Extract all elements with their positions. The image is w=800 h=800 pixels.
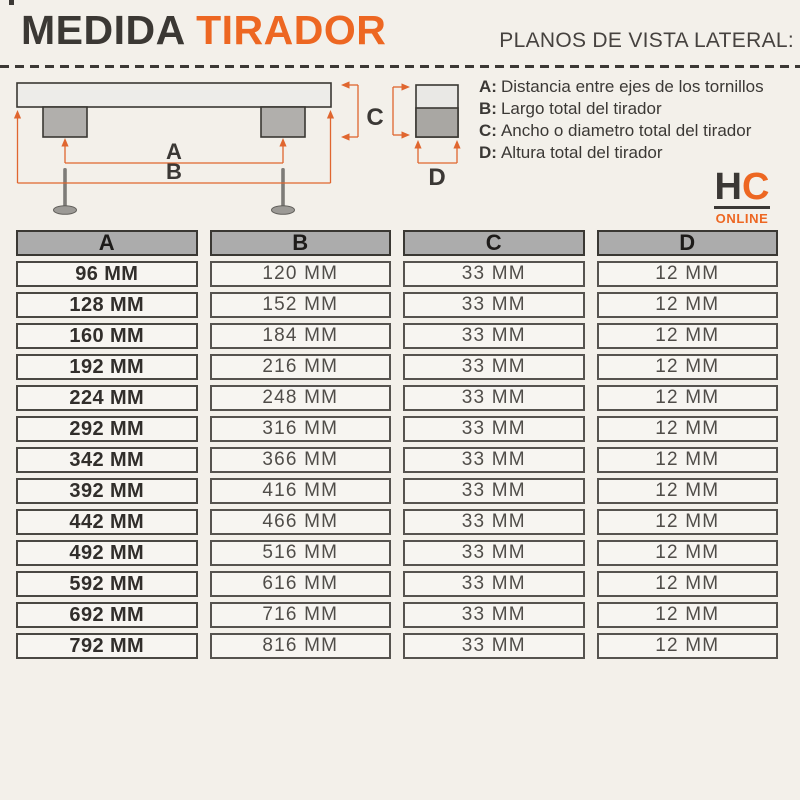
table-cell: 716 MM <box>210 602 392 628</box>
table-cell: 33 MM <box>403 261 585 287</box>
table-cell: 292 MM <box>16 416 198 442</box>
table-cell: 128 MM <box>16 292 198 318</box>
table-header-b: B <box>210 230 392 256</box>
legend-item-d <box>479 142 799 164</box>
table-cell: 816 MM <box>210 633 392 659</box>
table-cell: 516 MM <box>210 540 392 566</box>
legend-text: Altura total del tirador <box>500 143 663 162</box>
legend-key: B: <box>479 99 497 118</box>
table-cell: 342 MM <box>16 447 198 473</box>
table-cell: 152 MM <box>210 292 392 318</box>
table-cell: 592 MM <box>16 571 198 597</box>
table-cell: 442 MM <box>16 509 198 535</box>
end-view-left-bracket <box>393 83 410 138</box>
title-primary: MEDIDA <box>21 7 185 53</box>
dimension-b-label: B <box>166 159 182 184</box>
table-cell: 33 MM <box>403 571 585 597</box>
table-header-c: C <box>403 230 585 256</box>
table-header-d: D <box>597 230 779 256</box>
table-cell: 120 MM <box>210 261 392 287</box>
title-accent: TIRADOR <box>196 7 387 53</box>
dimension-legend <box>479 76 799 164</box>
handle-dimension-diagram <box>0 67 480 227</box>
legend-text: Largo total del tirador <box>500 99 662 118</box>
table-cell: 33 MM <box>403 633 585 659</box>
top-edge-mark <box>9 0 14 5</box>
dimension-c-label: C <box>366 104 384 131</box>
logo-c: C <box>742 166 770 208</box>
table-cell: 160 MM <box>16 323 198 349</box>
legend-text: Ancho o diametro total del tirador <box>500 121 752 140</box>
logo-h: H <box>714 166 742 208</box>
table-cell: 12 MM <box>597 602 779 628</box>
logo-hc-text <box>714 166 770 209</box>
legend-key: A: <box>479 77 497 96</box>
page-title <box>21 7 386 54</box>
dimension-d <box>414 140 460 163</box>
logo-online-text: ONLINE <box>715 211 769 226</box>
table-cell: 33 MM <box>403 478 585 504</box>
table-cell: 216 MM <box>210 354 392 380</box>
handle-side-view <box>17 83 331 137</box>
table-cell: 366 MM <box>210 447 392 473</box>
table-cell: 492 MM <box>16 540 198 566</box>
dimension-a-label: A <box>166 139 182 164</box>
table-cell: 192 MM <box>16 354 198 380</box>
legend-key: D: <box>479 143 497 162</box>
table-cell: 12 MM <box>597 447 779 473</box>
screw-right-icon <box>272 168 295 214</box>
table-cell: 466 MM <box>210 509 392 535</box>
table-cell: 12 MM <box>597 292 779 318</box>
table-cell: 184 MM <box>210 323 392 349</box>
table-cell: 12 MM <box>597 540 779 566</box>
table-cell: 12 MM <box>597 509 779 535</box>
table-cell: 792 MM <box>16 633 198 659</box>
legend-item-b <box>479 98 799 120</box>
table-cell: 392 MM <box>16 478 198 504</box>
legend-item-a <box>479 76 799 98</box>
table-cell: 33 MM <box>403 447 585 473</box>
table-cell: 33 MM <box>403 292 585 318</box>
table-cell: 33 MM <box>403 323 585 349</box>
handle-end-view <box>416 85 458 137</box>
subtitle: PLANOS DE VISTA LATERAL: <box>499 29 794 52</box>
table-cell: 616 MM <box>210 571 392 597</box>
table-cell: 316 MM <box>210 416 392 442</box>
table-grid <box>16 230 778 659</box>
table-cell: 33 MM <box>403 602 585 628</box>
table-cell: 12 MM <box>597 385 779 411</box>
table-cell: 12 MM <box>597 354 779 380</box>
table-cell: 96 MM <box>16 261 198 287</box>
table-cell: 12 MM <box>597 261 779 287</box>
table-cell: 12 MM <box>597 323 779 349</box>
table-cell: 12 MM <box>597 416 779 442</box>
legend-key: C: <box>479 121 497 140</box>
table-cell: 33 MM <box>403 509 585 535</box>
table-cell: 12 MM <box>597 571 779 597</box>
hc-online-logo <box>714 166 770 226</box>
table-cell: 33 MM <box>403 540 585 566</box>
table-cell: 33 MM <box>403 416 585 442</box>
table-cell: 416 MM <box>210 478 392 504</box>
table-cell: 12 MM <box>597 633 779 659</box>
table-cell: 248 MM <box>210 385 392 411</box>
dimension-c <box>341 81 358 140</box>
table-cell: 33 MM <box>403 385 585 411</box>
table-cell: 692 MM <box>16 602 198 628</box>
legend-item-c <box>479 120 799 142</box>
table-cell: 12 MM <box>597 478 779 504</box>
table-cell: 224 MM <box>16 385 198 411</box>
table-cell: 33 MM <box>403 354 585 380</box>
legend-text: Distancia entre ejes de los tornillos <box>500 77 764 96</box>
dimension-d-label: D <box>428 164 446 191</box>
table-header-a: A <box>16 230 198 256</box>
screw-left-icon <box>54 168 77 214</box>
